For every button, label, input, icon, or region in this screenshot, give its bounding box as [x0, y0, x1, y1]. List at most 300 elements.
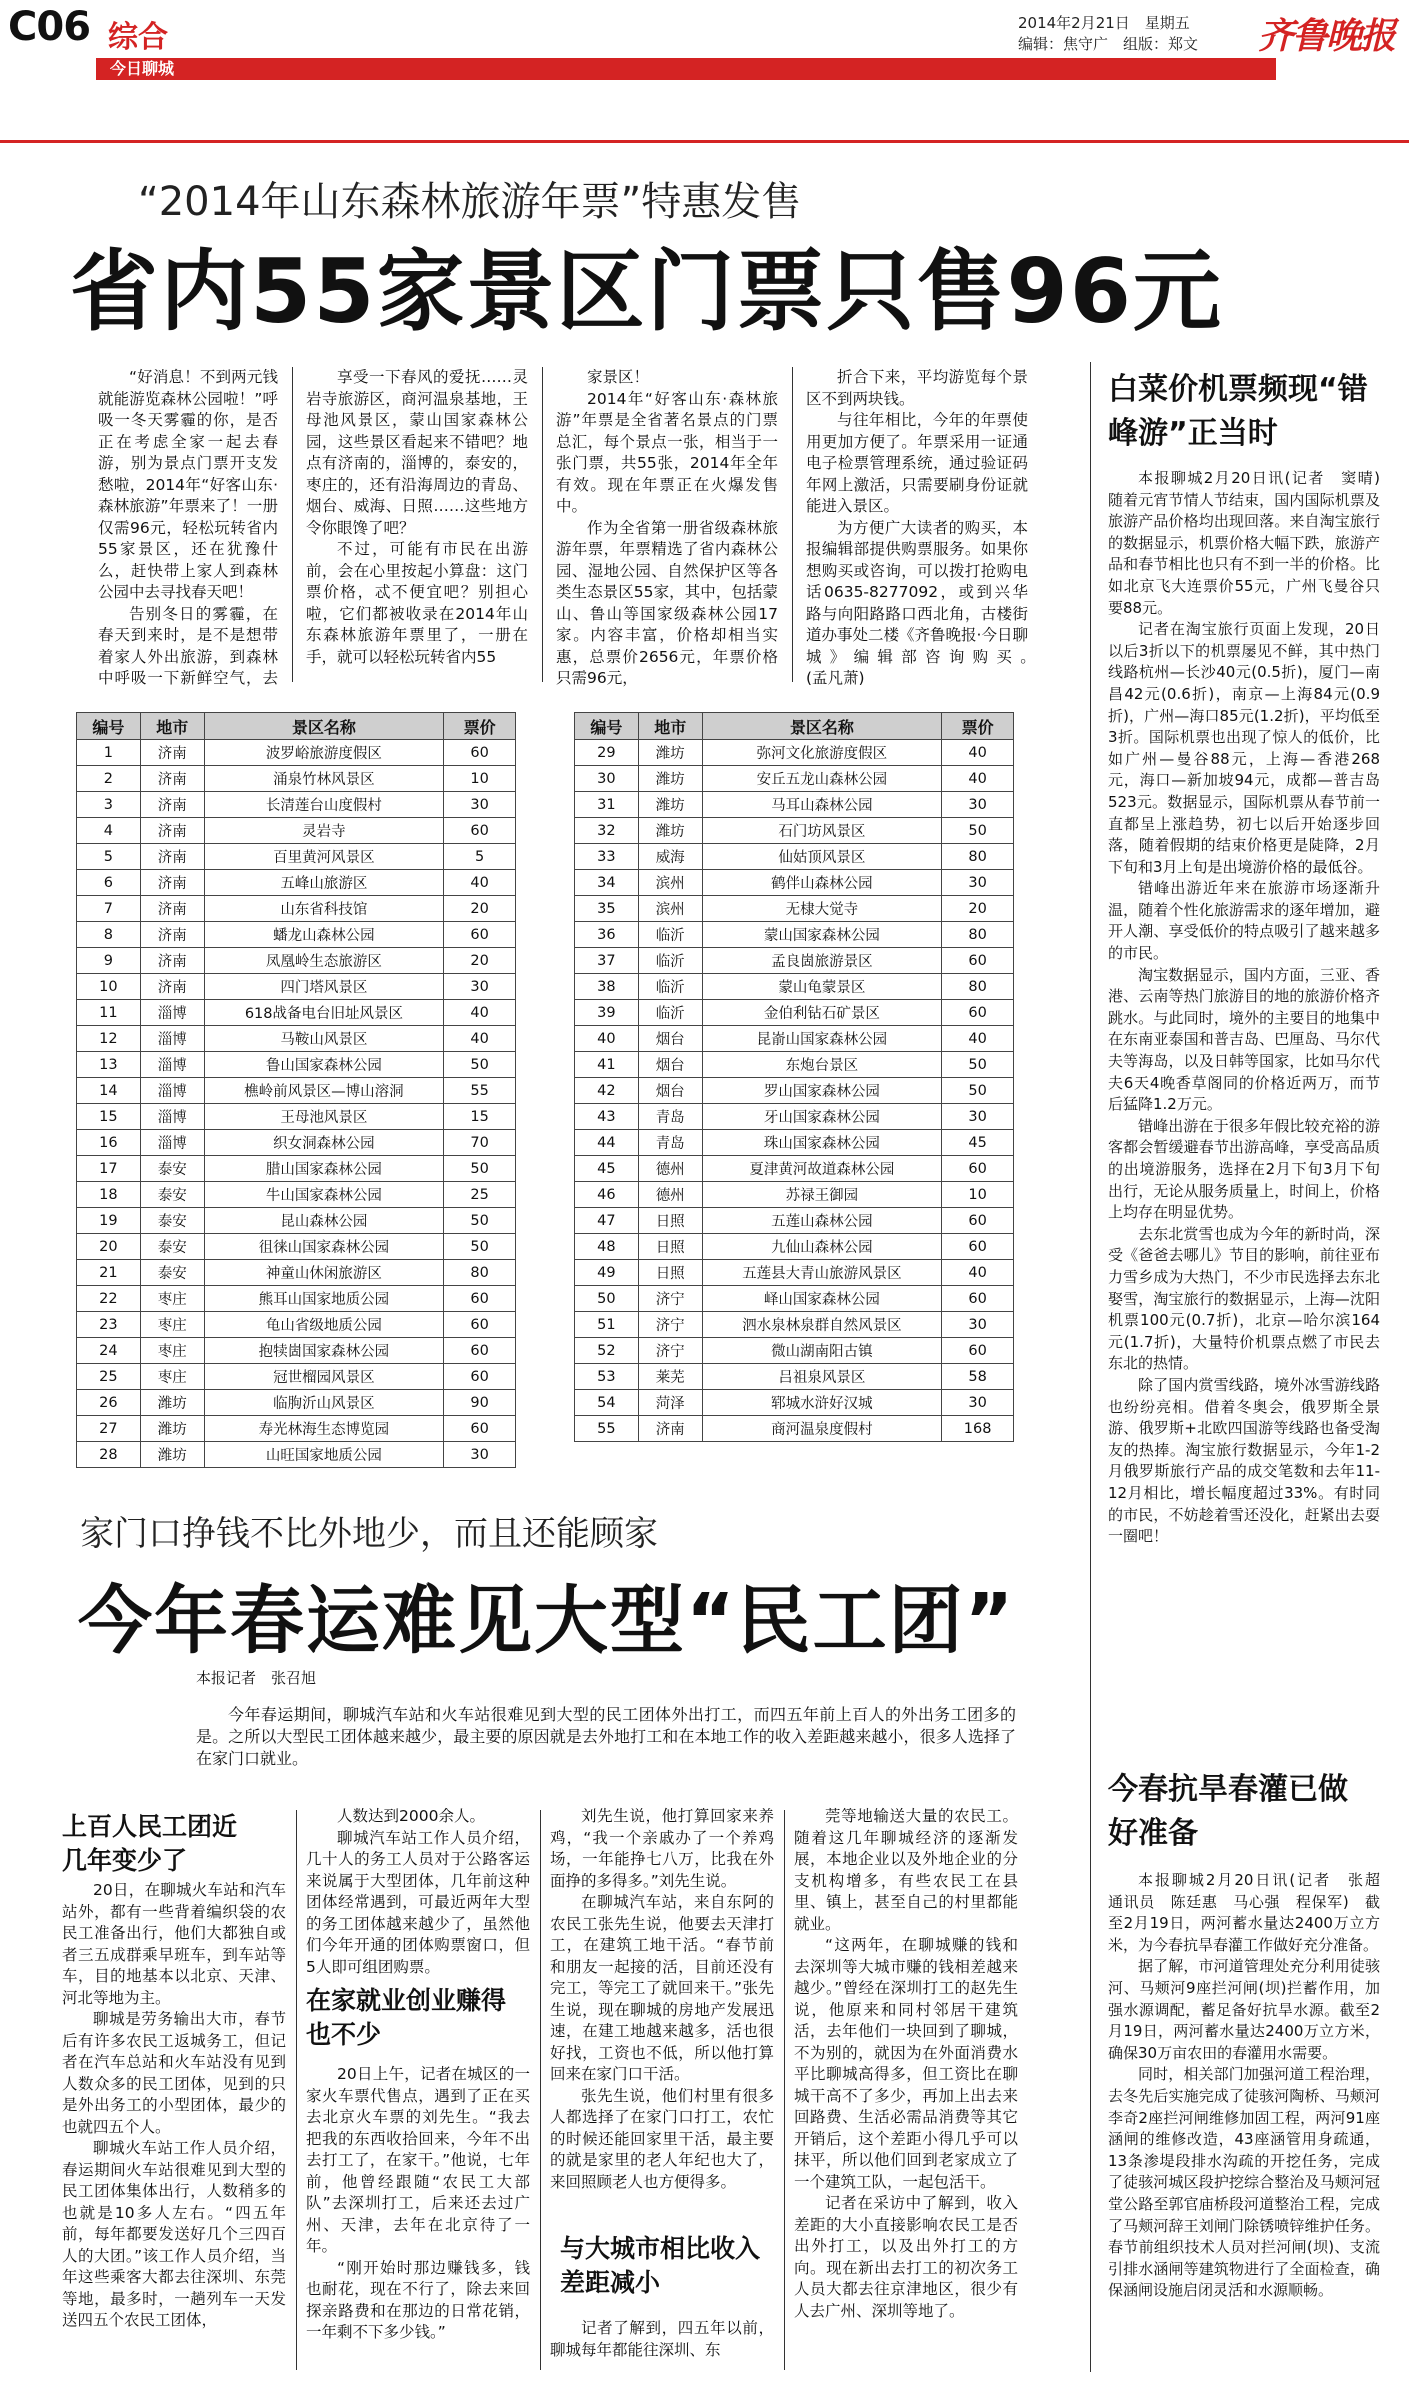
row-city: 枣庄 — [140, 1338, 204, 1364]
row-number: 11 — [77, 1000, 141, 1026]
row-number: 41 — [575, 1052, 639, 1078]
row-city: 淄博 — [140, 1052, 204, 1078]
row-number: 19 — [77, 1208, 141, 1234]
row-number: 20 — [77, 1234, 141, 1260]
subsection-title: 今日聊城 — [110, 59, 175, 78]
row-scenic-name: 龟山省级地质公园 — [204, 1312, 444, 1338]
row-number: 25 — [77, 1364, 141, 1390]
story1-column-4 — [806, 367, 1028, 687]
row-city: 临沂 — [638, 1000, 702, 1026]
paragraph: “好消息！不到两元钱就能游览森林公园啦！”呼吸一冬天雾霾的你，是否正在考虑全家一起去春游，别为景点门票开支发愁啦，2014年“好客山东·森林旅游”年票来了！一册仅需96元，轻松玩转省内55家景区，还在犹豫什么，赶快带上家人到森林公园中去寻找春天吧！ — [98, 368, 278, 601]
row-city: 济南 — [140, 870, 204, 896]
row-scenic-name: 峄山国家森林公园 — [702, 1286, 942, 1312]
row-number: 34 — [575, 870, 639, 896]
row-city: 济南 — [140, 818, 204, 844]
story2-headline: 今年春运难见大型“民工团” — [78, 1578, 1016, 1664]
row-scenic-name: 金伯利钻石矿景区 — [702, 1000, 942, 1026]
table-row — [575, 792, 1014, 818]
row-scenic-name: 无棣大觉寺 — [702, 896, 942, 922]
row-price: 168 — [942, 1416, 1014, 1442]
col-header: 景区名称 — [204, 713, 444, 740]
row-scenic-name: 樵岭前风景区—博山溶洞 — [204, 1078, 444, 1104]
row-number: 24 — [77, 1338, 141, 1364]
row-city: 莱芜 — [638, 1364, 702, 1390]
row-scenic-name: 夏津黄河故道森林公园 — [702, 1156, 942, 1182]
row-scenic-name: 蟠龙山森林公园 — [204, 922, 444, 948]
story1-kicker: “2014年山东森林旅游年票”特惠发售 — [138, 179, 802, 225]
row-number: 51 — [575, 1312, 639, 1338]
row-scenic-name: 冠世榴园风景区 — [204, 1364, 444, 1390]
table-row — [575, 1182, 1014, 1208]
row-price: 60 — [444, 740, 516, 766]
col-header: 票价 — [444, 713, 516, 740]
row-price: 50 — [444, 1234, 516, 1260]
row-price: 25 — [444, 1182, 516, 1208]
table-row — [77, 1338, 516, 1364]
table-row — [77, 1130, 516, 1156]
row-scenic-name: 弥河文化旅游度假区 — [702, 740, 942, 766]
table-row — [77, 740, 516, 766]
row-number: 39 — [575, 1000, 639, 1026]
row-city: 临沂 — [638, 974, 702, 1000]
row-number: 50 — [575, 1286, 639, 1312]
row-price: 60 — [444, 1312, 516, 1338]
row-number: 10 — [77, 974, 141, 1000]
story2-column-2b — [306, 2064, 530, 2370]
paragraph: 记者在淘宝旅行页面上发现，20日以后3折以下的机票屡见不鲜，其中热门线路杭州—长沙40元(0.5折)，厦门—南昌42元(0.6折)，南京—上海84元(0.9折)，广州—海口85元(1.2折)，平均低至3折。国际机票也出现了惊人的低价，比如广州—曼谷88元，上海—香港268元，海口—新加坡94元，成都—普吉岛523元。数据显示，国际机票从春节前一直都呈上涨趋势，初七以后开始逐步回落，随着假期的结束价格更是陡降，2月下旬和3月上旬是出境游价格的最低谷。 — [1108, 620, 1380, 876]
row-scenic-name: 灵岩寺 — [204, 818, 444, 844]
row-price: 80 — [942, 974, 1014, 1000]
paragraph: 折合下来，平均游览每个景区不到两块钱。 — [806, 368, 1028, 408]
table-row — [77, 948, 516, 974]
row-price: 30 — [444, 792, 516, 818]
paragraph: 去东北赏雪也成为今年的新时尚，深受《爸爸去哪儿》节目的影响，前往亚布力雪乡成为大热门，不少市民选择去东北娶雪，淘宝旅行的数据显示，上海—沈阳机票100元(0.7折)，北京—哈尔滨164元(1.7折)，大量特价机票点燃了市民去东北的热情。 — [1108, 1224, 1380, 1373]
row-number: 49 — [575, 1260, 639, 1286]
row-city: 日照 — [638, 1260, 702, 1286]
row-price: 58 — [942, 1364, 1014, 1390]
row-price: 60 — [942, 1000, 1014, 1026]
story2-kicker: 家门口挣钱不比外地少，而且还能顾家 — [80, 1514, 658, 1554]
row-price: 15 — [444, 1104, 516, 1130]
row-price: 60 — [942, 948, 1014, 974]
row-scenic-name: 熊耳山国家地质公园 — [204, 1286, 444, 1312]
table-row — [575, 1052, 1014, 1078]
column-rule — [540, 1810, 541, 2370]
row-number: 55 — [575, 1416, 639, 1442]
table-row — [575, 1390, 1014, 1416]
row-price: 30 — [942, 1104, 1014, 1130]
row-scenic-name: 马耳山森林公园 — [702, 792, 942, 818]
row-city: 济南 — [140, 922, 204, 948]
table-row — [77, 1104, 516, 1130]
row-price: 60 — [444, 922, 516, 948]
row-scenic-name: 五峰山旅游区 — [204, 870, 444, 896]
row-city: 泰安 — [140, 1260, 204, 1286]
paragraph: 家景区！ — [587, 368, 650, 386]
paragraph: 聊城汽车站工作人员介绍，几十人的务工人员对于公路客运来说属于大型团体，几年前这种团体经常遇到，可最近两年大型的务工团体越来越少了，虽然他们今年开通的团体购票窗口，但5人即可组团购票。 — [306, 1828, 530, 1976]
row-scenic-name: 石门坊风景区 — [702, 818, 942, 844]
row-number: 2 — [77, 766, 141, 792]
table-row — [575, 1364, 1014, 1390]
paragraph: 与往年相比，今年的年票使用更加方便了。年票采用一证通电子检票管理系统，通过验证码年网上激活，只需要刷身份证就能进入景区。 — [806, 411, 1028, 515]
row-number: 45 — [575, 1156, 639, 1182]
row-number: 40 — [575, 1026, 639, 1052]
row-city: 枣庄 — [140, 1286, 204, 1312]
row-scenic-name: 苏禄王御园 — [702, 1182, 942, 1208]
row-number: 14 — [77, 1078, 141, 1104]
row-scenic-name: 五莲山森林公园 — [702, 1208, 942, 1234]
row-city: 青岛 — [638, 1104, 702, 1130]
table-row — [575, 1208, 1014, 1234]
row-number: 18 — [77, 1182, 141, 1208]
row-city: 潍坊 — [140, 1390, 204, 1416]
column-rule — [542, 367, 543, 682]
paragraph: 20日，在聊城火车站和汽车站外，都有一些背着编织袋的农民工准备出行，他们大都独自或者三五成群乘早班车，到车站等车，目的地基本以北京、天津、河北等地为主。 — [62, 1881, 286, 2007]
row-price: 60 — [942, 1286, 1014, 1312]
row-scenic-name: 织女洞森林公园 — [204, 1130, 444, 1156]
col-header: 景区名称 — [702, 713, 942, 740]
table-row — [575, 922, 1014, 948]
row-city: 淄博 — [140, 1104, 204, 1130]
row-price: 40 — [444, 870, 516, 896]
row-city: 临沂 — [638, 948, 702, 974]
row-number: 31 — [575, 792, 639, 818]
table-row — [575, 844, 1014, 870]
row-price: 60 — [444, 1338, 516, 1364]
row-city: 日照 — [638, 1234, 702, 1260]
lead-paragraph: 今年春运期间，聊城汽车站和火车站很难见到大型的民工团体外出打工，而四五年前上百人的外出务工团多的是。之所以大型民工团体越来越少，最主要的原因就是去外地打工和在本地工作的收入差距越来越小，很多人选择了在家门口就业。 — [196, 1705, 1016, 1768]
story2-column-2a — [306, 1806, 530, 1976]
row-price: 30 — [444, 974, 516, 1000]
row-price: 50 — [444, 1052, 516, 1078]
table-row — [77, 1000, 516, 1026]
row-number: 21 — [77, 1260, 141, 1286]
row-price: 30 — [942, 792, 1014, 818]
paragraph: “刚开始时那边赚钱多，钱也耐花，现在不行了，除去来回探亲路费和在那边的日常花销，一年剩不下多少钱。” — [306, 2258, 530, 2341]
col-header: 地市 — [638, 713, 702, 740]
table-row — [575, 1156, 1014, 1182]
row-city: 潍坊 — [140, 1442, 204, 1468]
row-city: 济宁 — [638, 1312, 702, 1338]
story2-column-3b — [550, 2318, 774, 2370]
row-price: 90 — [444, 1390, 516, 1416]
table-row — [575, 740, 1014, 766]
row-price: 40 — [942, 1026, 1014, 1052]
row-number: 52 — [575, 1338, 639, 1364]
sidebar1-headline: 白菜价机票频现“错峰游”正当时 — [1108, 372, 1368, 451]
row-scenic-name: 鹤伴山森林公园 — [702, 870, 942, 896]
table-row — [575, 818, 1014, 844]
paragraph: 聊城是劳务输出大市，春节后有许多农民工返城务工，但记者在汽车总站和火车站没有见到人数众多的民工团体，见到的只是外出务工的小型团体，最少的也就四五个人。 — [62, 2010, 286, 2136]
paragraph: 享受一下春风的爱抚……灵岩寺旅游区，商河温泉基地，王母池风景区，蒙山国家森林公园，这些景区看起来不错吧？地点有济南的，淄博的，泰安的，枣庄的，还有沿海周边的青岛、烟台、威海、日照……这些地方令你眼馋了吧？ — [306, 368, 528, 537]
row-number: 37 — [575, 948, 639, 974]
row-scenic-name: 寿光林海生态博览园 — [204, 1416, 444, 1442]
row-number: 36 — [575, 922, 639, 948]
row-city: 济南 — [140, 792, 204, 818]
table-row — [77, 1234, 516, 1260]
row-city: 淄博 — [140, 1000, 204, 1026]
sidebar2-body — [1108, 1870, 1380, 2372]
column-rule — [792, 367, 793, 682]
column-rule — [296, 1810, 297, 2370]
paragraph: 本报聊城2月20日讯(记者 张超 通讯员 陈廷惠 马心强 程保军) 截至2月19日，两河蓄水量达2400万立方米，为今春抗旱春灌工作做好充分准备。 — [1108, 1871, 1380, 1954]
row-price: 40 — [444, 1000, 516, 1026]
row-price: 50 — [444, 1156, 516, 1182]
row-price: 20 — [444, 896, 516, 922]
page-code: C06 — [8, 4, 91, 50]
paragraph: 淘宝数据显示，国内方面，三亚、香港、云南等热门旅游目的地的旅游价格齐跳水。与此同时，境外的主要目的地集中在东南亚泰国和普吉岛、巴厘岛、马尔代夫等海岛，以及日韩等国家，比如马尔代夫6天4晚香草阁同的价格近两万，而节后猛降1.2万元。 — [1108, 965, 1380, 1114]
row-number: 26 — [77, 1390, 141, 1416]
row-city: 济南 — [638, 1416, 702, 1442]
row-price: 30 — [942, 1312, 1014, 1338]
row-number: 15 — [77, 1104, 141, 1130]
story2-column-3 — [550, 1806, 774, 2226]
row-number: 16 — [77, 1130, 141, 1156]
row-price: 60 — [942, 1156, 1014, 1182]
story1-column-3 — [556, 367, 778, 687]
table-row — [575, 766, 1014, 792]
table-row — [575, 870, 1014, 896]
row-number: 35 — [575, 896, 639, 922]
row-number: 9 — [77, 948, 141, 974]
table-row — [77, 1156, 516, 1182]
row-scenic-name: 珠山国家森林公园 — [702, 1130, 942, 1156]
row-number: 46 — [575, 1182, 639, 1208]
row-number: 7 — [77, 896, 141, 922]
row-scenic-name: 王母池风景区 — [204, 1104, 444, 1130]
row-number: 12 — [77, 1026, 141, 1052]
editor-credits: 编辑：焦守广 组版：郑文 — [1018, 35, 1199, 53]
sidebar2-headline: 今春抗旱春灌已做好准备 — [1108, 1772, 1348, 1851]
col-header: 地市 — [140, 713, 204, 740]
sidebar-rule — [1090, 362, 1091, 2372]
table-row — [77, 1078, 516, 1104]
story2-column-1 — [62, 1880, 286, 2370]
table-row — [77, 1260, 516, 1286]
row-scenic-name: 山东省科技馆 — [204, 896, 444, 922]
table-row — [575, 1104, 1014, 1130]
table-row — [575, 948, 1014, 974]
paragraph: 同时，相关部门加强河道工程治理，去冬先后实施完成了徒骇河陶桥、马颊河李奇2座拦河闸维修加固工程，两河91座涵闸的维修改造，43座涵管用身疏通，13条渗堤段排水沟疏的开挖任务，完成了徒骇河城区段护挖综合整治及马颊河冠堂公路至郭官庙桥段河道整治工程，完成了马颊河辞王刘闸门除锈喷锌维护任务。春节前组织技术人员对拦河闸(坝)、支流引排水涵闸等建筑物进行了全面检查，确保涵闸设施启闭灵活和水源顺畅。 — [1108, 2065, 1380, 2300]
row-number: 6 — [77, 870, 141, 896]
table-row — [77, 844, 516, 870]
issue-date: 2014年2月21日 星期五 — [1018, 14, 1190, 32]
table-row — [77, 896, 516, 922]
row-price: 60 — [942, 1338, 1014, 1364]
row-price: 10 — [942, 1182, 1014, 1208]
table-row — [77, 870, 516, 896]
sidebar1-body — [1108, 468, 1380, 1758]
row-city: 滨州 — [638, 896, 702, 922]
row-price: 45 — [942, 1130, 1014, 1156]
table-row — [575, 1312, 1014, 1338]
story2-subhead-2: 在家就业创业赚得也不少 — [306, 1986, 507, 2049]
table-row — [77, 1312, 516, 1338]
row-city: 潍坊 — [638, 818, 702, 844]
table-row — [77, 1026, 516, 1052]
table-row — [575, 1234, 1014, 1260]
row-price: 40 — [942, 740, 1014, 766]
row-price: 80 — [942, 922, 1014, 948]
row-city: 潍坊 — [140, 1416, 204, 1442]
table-row — [575, 1338, 1014, 1364]
row-city: 枣庄 — [140, 1364, 204, 1390]
story1-column-2 — [306, 367, 528, 687]
row-scenic-name: 涌泉竹林风景区 — [204, 766, 444, 792]
row-number: 3 — [77, 792, 141, 818]
row-scenic-name: 长清莲台山度假村 — [204, 792, 444, 818]
row-number: 4 — [77, 818, 141, 844]
row-city: 济宁 — [638, 1338, 702, 1364]
table-row — [575, 896, 1014, 922]
row-number: 47 — [575, 1208, 639, 1234]
row-price: 30 — [942, 1390, 1014, 1416]
row-city: 青岛 — [638, 1130, 702, 1156]
row-price: 50 — [942, 1052, 1014, 1078]
row-scenic-name: 泗水泉林泉群自然风景区 — [702, 1312, 942, 1338]
row-number: 54 — [575, 1390, 639, 1416]
row-scenic-name: 吕祖泉风景区 — [702, 1364, 942, 1390]
row-price: 40 — [942, 1260, 1014, 1286]
scenic-table-right — [574, 712, 1014, 1442]
row-number: 23 — [77, 1312, 141, 1338]
row-scenic-name: 商河温泉度假村 — [702, 1416, 942, 1442]
row-number: 30 — [575, 766, 639, 792]
table-row — [77, 1208, 516, 1234]
paragraph: 张先生说，他们村里有很多人都选择了在家门口打工，农忙的时候还能回家里干活，最主要的就是家里的老人年纪也大了，来回照顾老人也方便得多。 — [550, 2086, 774, 2191]
row-price: 30 — [942, 870, 1014, 896]
row-price: 50 — [942, 818, 1014, 844]
table-row — [77, 1286, 516, 1312]
row-city: 威海 — [638, 844, 702, 870]
paragraph: 20日上午，记者在城区的一家火车票代售点，遇到了正在买去北京火车票的刘先生。“我去把我的东西收拾回来，今年不出去打工了，在家干。”他说，七年前，他曾经跟随“农民工大部队”去深圳打工，后来还去过广州、天津，去年在北京待了一年。 — [306, 2065, 530, 2255]
row-price: 30 — [444, 1442, 516, 1468]
row-number: 38 — [575, 974, 639, 1000]
row-scenic-name: 徂徕山国家森林公园 — [204, 1234, 444, 1260]
paragraph: “这两年，在聊城赚的钱和去深圳等大城市赚的钱相差越来越少。”曾经在深圳打工的赵先生说，他原来和同村邻居干建筑活，去年他们一块回到了聊城，不为别的，就因为在外面消费水平比聊城高得多，但工资比在聊城干高不了多少，再加上出去来回路费、生活必需品消费等其它开销后，这个差距小得几乎可以抹平，所以他们回到老家成立了一个建筑工队，一起包活干。 — [794, 1936, 1018, 2191]
row-price: 60 — [444, 1364, 516, 1390]
row-scenic-name: 波罗峪旅游度假区 — [204, 740, 444, 766]
column-rule — [292, 367, 293, 682]
row-price: 60 — [444, 1416, 516, 1442]
story2-subhead-1: 上百人民工团近几年变少了 — [62, 1812, 238, 1875]
table-header-row — [575, 713, 1014, 740]
paragraph: 作为全省第一册省级森林旅游年票，年票精选了省内森林公园、湿地公园、自然保护区等各类生态景区55家，其中，包括蒙山、鲁山等国家级森林公园17家。内容丰富，价格却相当实惠，总票价2656元，年票价格只需96元， — [556, 518, 778, 687]
row-scenic-name: 蒙山国家森林公园 — [702, 922, 942, 948]
paragraph: 人数达到2000余人。 — [337, 1807, 485, 1825]
row-city: 济南 — [140, 896, 204, 922]
row-scenic-name: 安丘五龙山森林公园 — [702, 766, 942, 792]
row-city: 德州 — [638, 1182, 702, 1208]
row-number: 33 — [575, 844, 639, 870]
col-header: 编号 — [575, 713, 639, 740]
row-scenic-name: 马鞍山风景区 — [204, 1026, 444, 1052]
row-scenic-name: 九仙山森林公园 — [702, 1234, 942, 1260]
row-scenic-name: 618战备电台旧址风景区 — [204, 1000, 444, 1026]
table-row — [77, 974, 516, 1000]
row-price: 55 — [444, 1078, 516, 1104]
row-city: 淄博 — [140, 1130, 204, 1156]
paragraph: 错峰出游在于很多年假比较充裕的游客都会暂缓避春节出游高峰，享受高品质的出境游服务，选择在2月下旬3月下旬出行，无论从服务质量上，时间上，价格上均存在明显优势。 — [1108, 1116, 1380, 1222]
row-number: 17 — [77, 1156, 141, 1182]
row-price: 40 — [942, 766, 1014, 792]
paragraph: 本报聊城2月20日讯(记者 窦晴) 随着元宵节情人节结束，国内国际机票及旅游产品价格均出现回落。来自淘宝旅行的数据显示，机票价格大幅下跌，旅游产品和春节相比也只有不到一半的价格。比如北京飞大连票价55元，广州飞曼谷只要88元。 — [1108, 469, 1380, 617]
paragraph: 莞等地输送大量的农民工。随着这几年聊城经济的逐渐发展，本地企业以及外地企业的分支机构增多，有些农民工在县里、镇上，甚至自己的村里都能就业。 — [794, 1807, 1018, 1933]
row-city: 日照 — [638, 1208, 702, 1234]
row-price: 60 — [444, 1286, 516, 1312]
row-price: 60 — [444, 818, 516, 844]
paragraph: 刘先生说，他打算回家来养鸡，“我一个亲戚办了一个养鸡场，一年能挣七八万，比我在外面挣的多得多。”刘先生说。 — [550, 1807, 774, 1890]
paragraph: 告别冬日的雾霾，在春天到来时，是不是想带着家人外出旅游，到森林中呼吸一下新鲜空气，去 — [98, 604, 278, 687]
row-city: 烟台 — [638, 1052, 702, 1078]
row-city: 滨州 — [638, 870, 702, 896]
table-row — [77, 1364, 516, 1390]
paragraph: 记者了解到，四五年以前，聊城每年都能往深圳、东 — [550, 2319, 774, 2359]
row-scenic-name: 罗山国家森林公园 — [702, 1078, 942, 1104]
newspaper-logo: 齐鲁晚报 — [1258, 15, 1395, 57]
paragraph: 除了国内赏雪线路，境外冰雪游线路也纷纷亮相。借着冬奥会，俄罗斯全景游、俄罗斯+北欧四国游等线路也备受淘友的热捧。淘宝旅行数据显示，今年1-2月俄罗斯旅行产品的成交笔数和去年11-12月相比，增长幅度超过33%。有时同的市民，不妨趁着雪还没化，赶紧出去耍一圈吧！ — [1108, 1375, 1380, 1546]
story1-headline: 省内55家景区门票只售96元 — [70, 240, 1223, 343]
row-number: 8 — [77, 922, 141, 948]
row-scenic-name: 五莲县大青山旅游风景区 — [702, 1260, 942, 1286]
row-scenic-name: 腊山国家森林公园 — [204, 1156, 444, 1182]
table-row — [77, 922, 516, 948]
story2-byline: 本报记者 张召旭 — [196, 1669, 317, 1687]
row-city: 泰安 — [140, 1208, 204, 1234]
row-scenic-name: 神童山休闲旅游区 — [204, 1260, 444, 1286]
row-number: 27 — [77, 1416, 141, 1442]
paragraph: 在聊城汽车站，来自东阿的农民工张先生说，他要去天津打工，在建筑工地干活。“春节前和朋友一起接的活，目前还没有完工，等完工了就回来干。”张先生说，现在聊城的房地产发展迅速，在建工地越来越多，活也很好找，工资也不低，所以他打算回来在家门口干活。 — [550, 1893, 774, 2083]
row-scenic-name: 凤凰岭生态旅游区 — [204, 948, 444, 974]
row-city: 潍坊 — [638, 792, 702, 818]
row-scenic-name: 仙姑顶风景区 — [702, 844, 942, 870]
row-number: 42 — [575, 1078, 639, 1104]
row-price: 50 — [444, 1208, 516, 1234]
row-scenic-name: 孟良崮旅游景区 — [702, 948, 942, 974]
row-number: 22 — [77, 1286, 141, 1312]
table-row — [575, 974, 1014, 1000]
row-city: 泰安 — [140, 1156, 204, 1182]
row-number: 28 — [77, 1442, 141, 1468]
paragraph: 2014年“好客山东·森林旅游”年票是全省著名景点的门票总汇，每个景点一张，相当于一张门票，共55张，2014年全年有效。现在年票正在火爆发售中。 — [556, 389, 778, 515]
row-city: 烟台 — [638, 1078, 702, 1104]
row-price: 80 — [444, 1260, 516, 1286]
table-row — [77, 1416, 516, 1442]
row-city: 潍坊 — [638, 766, 702, 792]
table-row — [575, 1416, 1014, 1442]
column-rule — [784, 1810, 785, 2370]
row-scenic-name: 东炮台景区 — [702, 1052, 942, 1078]
table-row — [575, 1260, 1014, 1286]
paragraph: 据了解，市河道管理处充分利用徒骇河、马颊河9座拦河闸(坝)拦蓄作用，加强水源调配，蓄足备好抗旱水源。截至2月19日，两河蓄水量达2400万立方米，确保30万亩农田的春灌用水需要。 — [1108, 1957, 1380, 2062]
table-row — [77, 1052, 516, 1078]
row-city: 济南 — [140, 844, 204, 870]
row-scenic-name: 临朐沂山风景区 — [204, 1390, 444, 1416]
story2-lead — [196, 1704, 1016, 1800]
table-row — [575, 1026, 1014, 1052]
row-price: 60 — [942, 1208, 1014, 1234]
story2-subhead-3: 与大城市相比收入差距减小 — [560, 2234, 761, 2297]
row-city: 淄博 — [140, 1026, 204, 1052]
row-scenic-name: 郓城水浒好汉城 — [702, 1390, 942, 1416]
row-price: 20 — [942, 896, 1014, 922]
row-price: 60 — [942, 1234, 1014, 1260]
table-row — [575, 1000, 1014, 1026]
row-price: 40 — [444, 1026, 516, 1052]
section-bar — [96, 58, 1276, 80]
row-number: 43 — [575, 1104, 639, 1130]
paragraph: 为方便广大读者的购买，本报编辑部提供购票服务。如果你想购买或咨询，可以拨打抢购电话0635-8277092，或到兴华路与向阳路路口西北角，古楼街道办事处二楼《齐鲁晚报·今日聊城》编辑部咨询购买。 (孟凡萧) — [806, 518, 1028, 687]
